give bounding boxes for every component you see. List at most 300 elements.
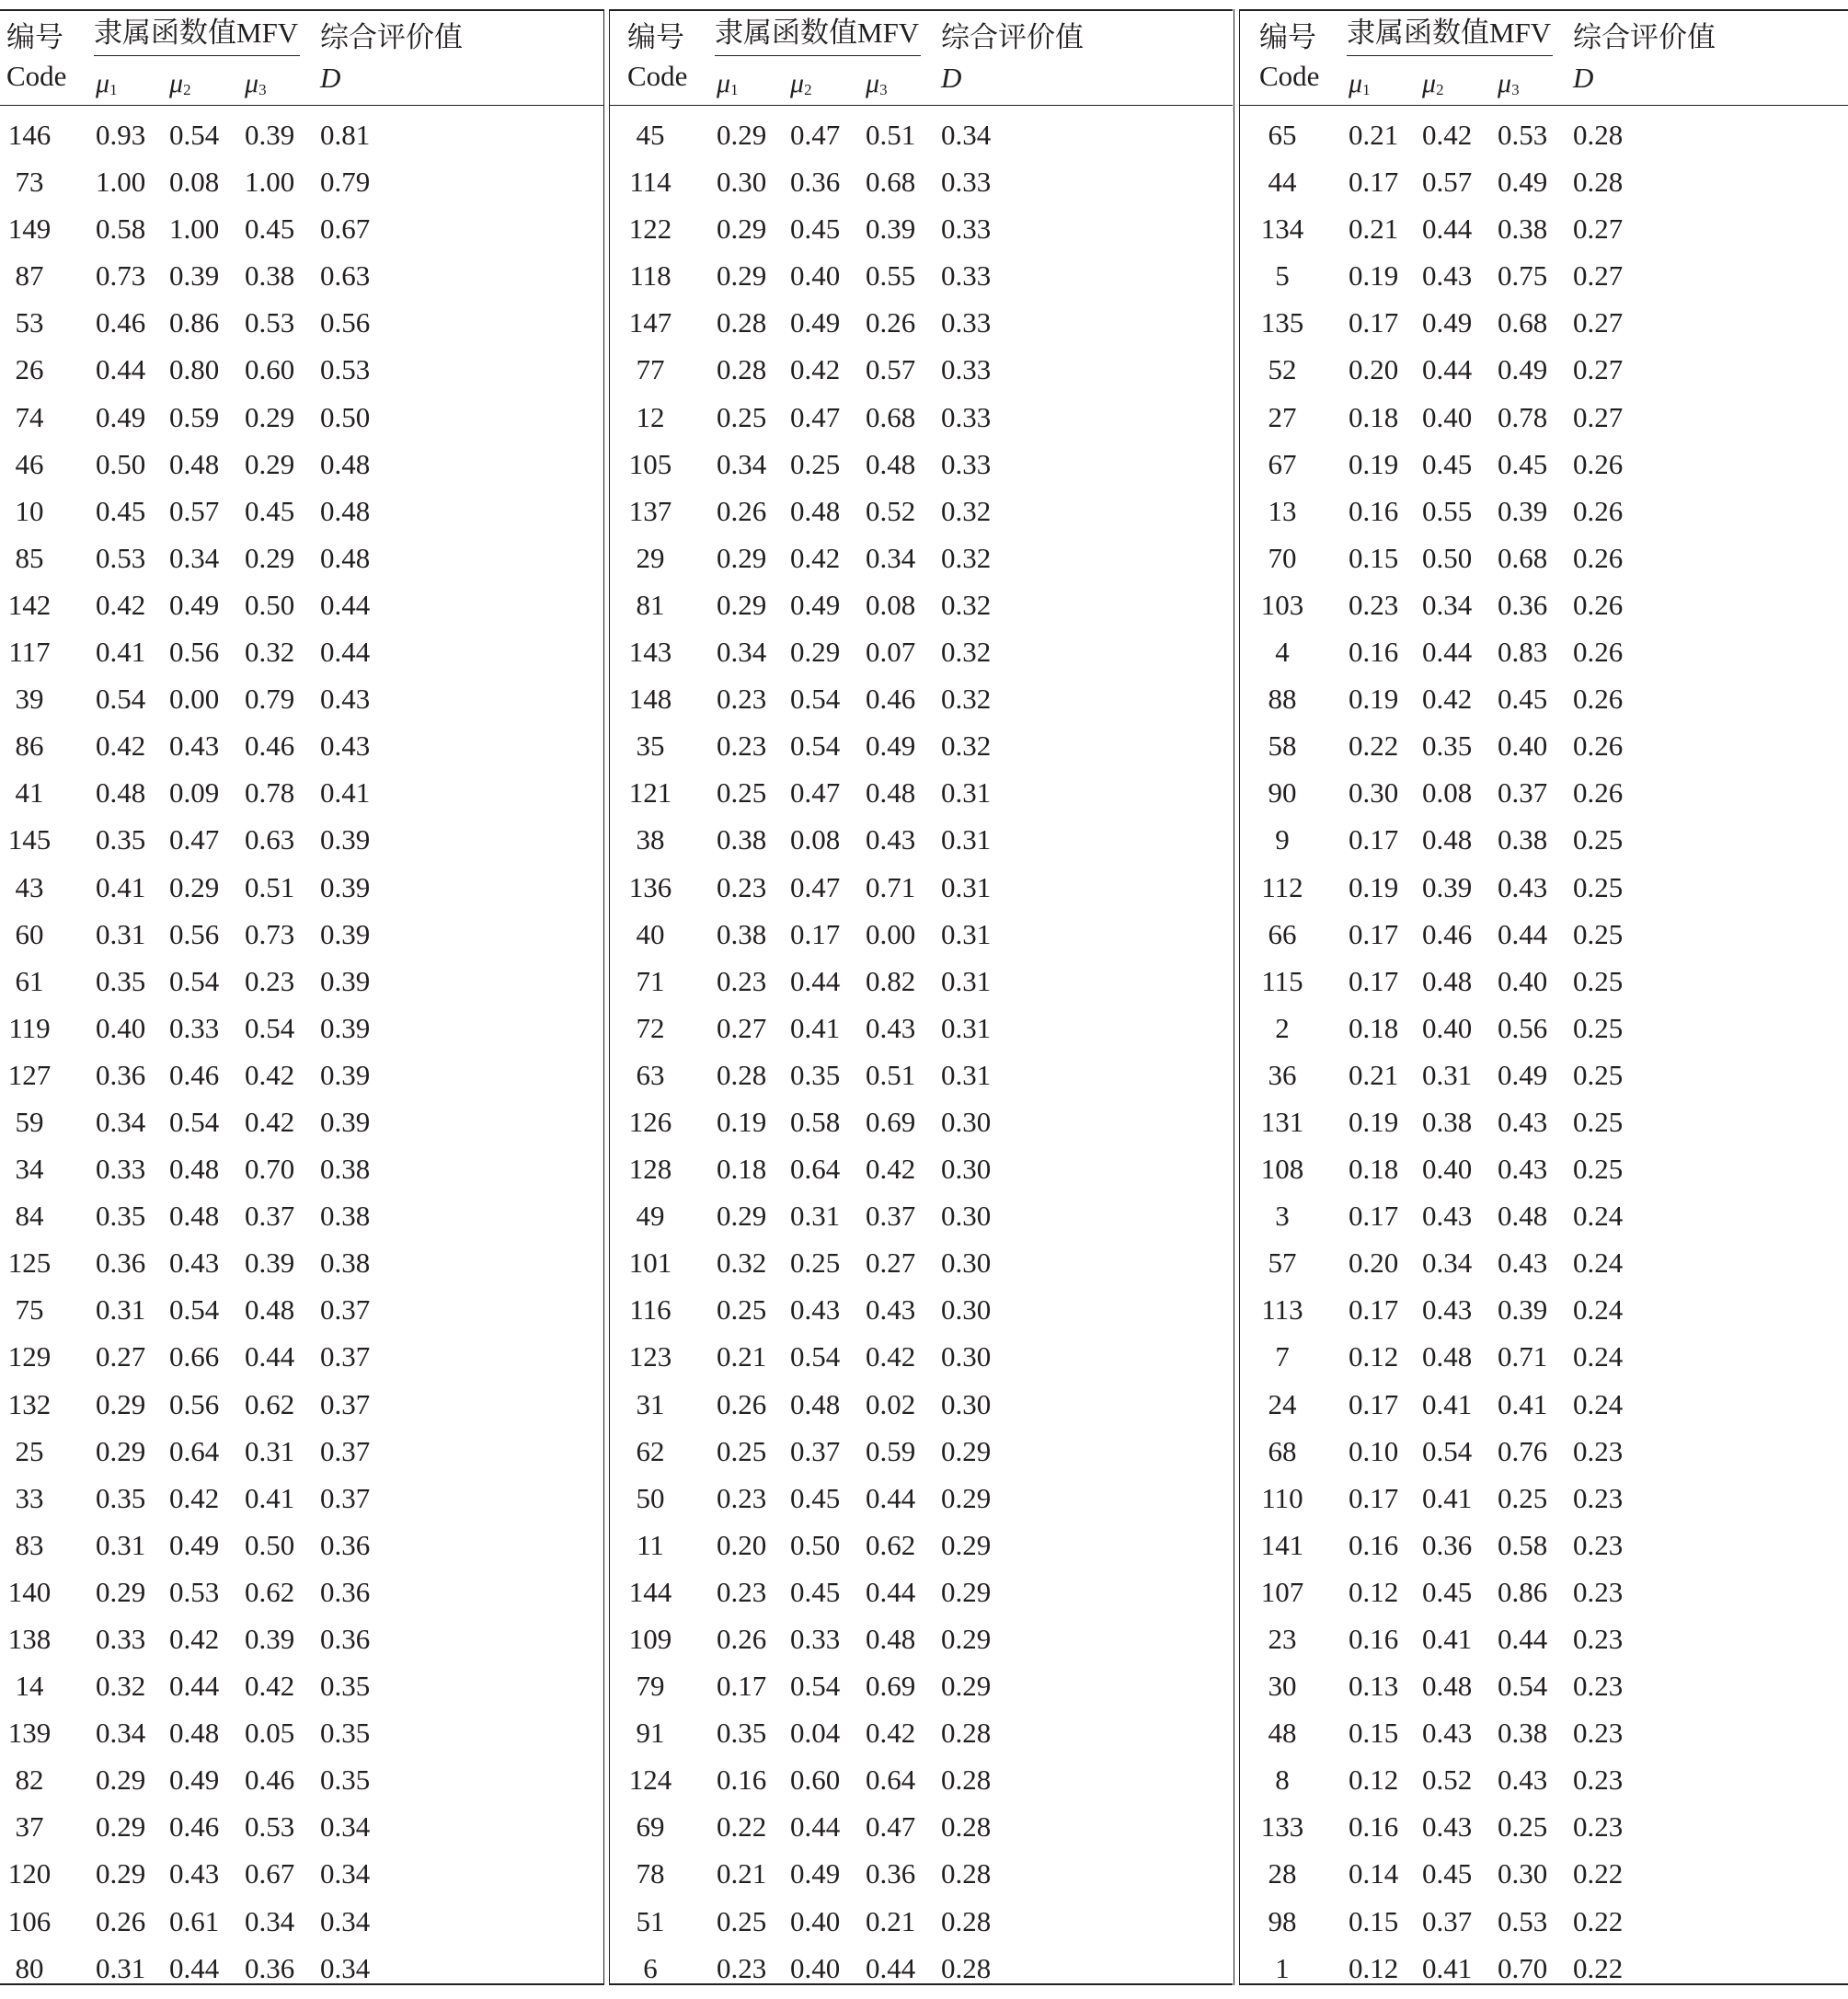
mfv-header-rule xyxy=(1347,55,1553,56)
d-cell: 0.31 xyxy=(941,964,992,997)
table-row xyxy=(0,1810,604,1857)
table-row xyxy=(610,495,1233,542)
table-row xyxy=(0,776,604,823)
table-row xyxy=(1240,353,1848,400)
d-cell: 0.39 xyxy=(320,823,371,856)
d-cell: 0.48 xyxy=(320,447,371,480)
code-cell: 118 xyxy=(629,259,671,293)
table-row xyxy=(0,353,604,400)
mu3-cell: 0.41 xyxy=(1498,1387,1548,1420)
mu2-cell: 0.41 xyxy=(1422,1387,1473,1420)
d-cell: 0.24 xyxy=(1573,1387,1624,1420)
mu2-cell: 0.34 xyxy=(1422,1247,1473,1280)
d-cell: 0.27 xyxy=(1573,400,1624,433)
table-row xyxy=(1240,1200,1848,1247)
mu2-cell: 0.42 xyxy=(1422,683,1473,716)
mu2-cell: 0.58 xyxy=(790,1105,841,1138)
d-cell: 0.39 xyxy=(320,917,371,950)
code-header-cn: 编号 xyxy=(627,21,684,53)
mu1-cell: 0.34 xyxy=(96,1717,146,1750)
mu3-cell: 0.86 xyxy=(1498,1575,1548,1608)
mu2-cell: 0.46 xyxy=(1422,917,1473,950)
mu2-cell: 0.08 xyxy=(169,166,220,199)
mu1-cell: 0.18 xyxy=(1349,400,1399,433)
mu1-cell: 0.25 xyxy=(717,1434,767,1467)
mu3-cell: 0.70 xyxy=(245,1153,295,1186)
code-cell: 127 xyxy=(7,1058,52,1091)
d-cell: 0.43 xyxy=(320,683,371,716)
mu3-header xyxy=(1498,68,1520,106)
table-row xyxy=(1240,401,1848,448)
mu1-cell: 0.23 xyxy=(717,1575,767,1608)
table-row xyxy=(1240,119,1848,166)
mu1-cell: 0.30 xyxy=(1349,776,1399,810)
code-cell: 72 xyxy=(636,1011,665,1044)
mu1-cell: 0.16 xyxy=(1349,1810,1399,1844)
d-cell: 0.33 xyxy=(941,166,992,199)
d-cell: 0.26 xyxy=(1573,541,1624,574)
mu3-cell: 0.45 xyxy=(1498,683,1548,716)
d-cell: 0.34 xyxy=(941,119,992,151)
mu2-cell: 0.80 xyxy=(169,353,220,386)
table-row xyxy=(0,636,604,683)
table-row xyxy=(0,542,604,589)
mu1-cell: 0.50 xyxy=(96,447,146,480)
mu3-cell: 0.44 xyxy=(866,1575,916,1608)
mu3-cell: 0.59 xyxy=(866,1434,916,1467)
table-row xyxy=(0,1293,604,1340)
table-row xyxy=(1240,166,1848,213)
table-row xyxy=(610,1200,1233,1247)
d-cell: 0.23 xyxy=(1573,1528,1624,1561)
table-row xyxy=(610,1952,1233,1999)
code-cell: 125 xyxy=(7,1247,52,1280)
mu1-cell: 0.17 xyxy=(1349,964,1399,997)
mu1-cell: 0.46 xyxy=(96,306,146,339)
mu3-cell: 0.43 xyxy=(866,823,916,856)
mu1-header xyxy=(1349,68,1371,106)
d-cell: 0.30 xyxy=(941,1387,992,1420)
table-row xyxy=(610,1717,1233,1763)
table-row xyxy=(0,1106,604,1153)
mu2-cell: 0.44 xyxy=(1422,636,1473,669)
d-cell: 0.33 xyxy=(941,213,992,246)
d-cell: 0.43 xyxy=(320,730,371,763)
code-cell: 90 xyxy=(1268,776,1297,810)
d-header-en: D xyxy=(320,62,341,94)
table-row xyxy=(0,1952,604,1999)
mu3-cell: 0.43 xyxy=(1498,1105,1548,1138)
code-cell: 80 xyxy=(15,1951,44,1984)
mu1-cell: 0.45 xyxy=(96,494,146,527)
mu3-cell: 0.49 xyxy=(1498,353,1548,386)
table-row xyxy=(1240,1905,1848,1952)
mu3-cell: 0.82 xyxy=(866,964,916,997)
mu3-cell: 0.25 xyxy=(1498,1481,1548,1514)
d-cell: 0.25 xyxy=(1573,1011,1624,1044)
d-cell: 0.38 xyxy=(320,1247,371,1280)
mu3-cell: 0.48 xyxy=(1498,1200,1548,1233)
mu2-cell: 0.47 xyxy=(169,823,220,856)
code-cell: 23 xyxy=(1268,1623,1297,1655)
mu-symbol: μ xyxy=(96,68,110,98)
mu1-cell: 0.18 xyxy=(1349,1153,1399,1186)
mu3-cell: 0.69 xyxy=(866,1670,916,1703)
mu2-cell: 0.36 xyxy=(1422,1528,1473,1561)
code-cell: 107 xyxy=(1260,1575,1304,1608)
d-cell: 0.31 xyxy=(941,823,992,856)
mu2-cell: 0.56 xyxy=(169,917,220,950)
table-row xyxy=(610,1623,1233,1670)
code-cell: 140 xyxy=(7,1575,52,1608)
table-row xyxy=(0,823,604,870)
mu2-cell: 0.54 xyxy=(790,683,841,716)
mu2-cell: 0.41 xyxy=(1422,1623,1473,1655)
table-row xyxy=(1240,259,1848,306)
code-cell: 2 xyxy=(1275,1011,1290,1044)
d-cell: 0.39 xyxy=(320,1105,371,1138)
mu1-cell: 0.19 xyxy=(1349,870,1399,903)
d-cell: 0.32 xyxy=(941,730,992,763)
d-cell: 0.25 xyxy=(1573,964,1624,997)
mu3-cell: 0.51 xyxy=(245,870,295,903)
mu2-cell: 0.43 xyxy=(1422,1810,1473,1844)
code-cell: 119 xyxy=(8,1011,51,1044)
d-cell: 0.35 xyxy=(320,1763,371,1797)
mu2-cell: 0.54 xyxy=(790,1340,841,1373)
mu2-cell: 0.43 xyxy=(169,1247,220,1280)
table-row xyxy=(1240,1247,1848,1293)
mu3-cell: 0.39 xyxy=(1498,1293,1548,1327)
code-header-cn: 编号 xyxy=(1259,21,1316,53)
table-row xyxy=(0,871,604,918)
code-cell: 103 xyxy=(1260,588,1304,621)
d-cell: 0.34 xyxy=(320,1810,371,1844)
mu1-cell: 0.15 xyxy=(1349,541,1399,574)
mu3-cell: 0.62 xyxy=(866,1528,916,1561)
mu1-cell: 0.17 xyxy=(1349,1481,1399,1514)
mu-symbol: μ xyxy=(1498,68,1512,98)
table-row xyxy=(1240,823,1848,870)
mu3-cell: 0.50 xyxy=(245,588,295,621)
d-cell: 0.29 xyxy=(941,1623,992,1655)
d-cell: 0.48 xyxy=(320,494,371,527)
code-cell: 109 xyxy=(628,1623,672,1655)
mu1-cell: 0.44 xyxy=(96,353,146,386)
mu3-cell: 0.83 xyxy=(1498,636,1548,669)
table-row xyxy=(0,1059,604,1106)
d-cell: 0.50 xyxy=(320,400,371,433)
table-row xyxy=(610,1293,1233,1340)
table-row xyxy=(1240,1857,1848,1904)
mu2-cell: 0.41 xyxy=(1422,1481,1473,1514)
mu2-cell: 0.48 xyxy=(169,447,220,480)
table-row xyxy=(0,1340,604,1387)
d-cell: 0.26 xyxy=(1573,776,1624,810)
mu3-cell: 0.42 xyxy=(866,1340,916,1373)
mu3-cell: 0.55 xyxy=(866,259,916,293)
table-row xyxy=(610,213,1233,259)
mu2-cell: 0.17 xyxy=(790,917,841,950)
table-row xyxy=(0,119,604,166)
mu2-cell: 0.48 xyxy=(1422,964,1473,997)
mu1-cell: 0.21 xyxy=(717,1340,767,1373)
table-row xyxy=(1240,683,1848,730)
table-row xyxy=(610,259,1233,306)
code-cell: 101 xyxy=(628,1247,672,1280)
mu3-cell: 0.48 xyxy=(866,776,916,810)
code-cell: 138 xyxy=(7,1623,52,1655)
mu3-cell: 0.31 xyxy=(245,1434,295,1467)
code-header-en: Code xyxy=(1259,60,1320,92)
code-cell: 135 xyxy=(1260,306,1304,339)
top-rule xyxy=(1240,9,1848,11)
d-cell: 0.29 xyxy=(941,1528,992,1561)
code-cell: 52 xyxy=(1268,353,1297,386)
mu-symbol: μ xyxy=(790,68,805,98)
mu3-cell: 0.44 xyxy=(245,1340,295,1373)
mu2-cell: 0.43 xyxy=(790,1293,841,1327)
table-row xyxy=(0,1012,604,1059)
table-row xyxy=(610,1247,1233,1293)
table-row xyxy=(0,589,604,636)
table-row xyxy=(610,448,1233,495)
mu3-cell: 0.42 xyxy=(866,1153,916,1186)
code-cell: 133 xyxy=(1260,1810,1304,1844)
code-cell: 88 xyxy=(1268,683,1297,716)
d-cell: 0.28 xyxy=(941,1857,992,1890)
mu2-cell: 0.43 xyxy=(169,730,220,763)
d-cell: 0.44 xyxy=(320,636,371,669)
mu1-cell: 0.17 xyxy=(1349,166,1399,199)
mu1-cell: 0.14 xyxy=(1349,1857,1399,1890)
mu-symbol: μ xyxy=(245,68,259,98)
mu2-cell: 0.42 xyxy=(790,541,841,574)
code-cell: 77 xyxy=(636,353,665,386)
table-row xyxy=(0,495,604,542)
code-cell: 27 xyxy=(1268,400,1297,433)
table-row xyxy=(1240,1810,1848,1857)
d-cell: 0.31 xyxy=(941,776,992,810)
mu1-cell: 0.29 xyxy=(717,541,767,574)
mu1-cell: 0.42 xyxy=(96,588,146,621)
d-cell: 0.29 xyxy=(941,1670,992,1703)
mu3-cell: 0.62 xyxy=(245,1575,295,1608)
mu1-cell: 0.35 xyxy=(96,1481,146,1514)
code-cell: 129 xyxy=(7,1340,52,1373)
mu1-cell: 0.16 xyxy=(717,1763,767,1797)
mu1-cell: 0.29 xyxy=(96,1857,146,1890)
table-row xyxy=(610,1059,1233,1106)
code-cell: 121 xyxy=(628,776,672,810)
mu3-cell: 0.27 xyxy=(866,1247,916,1280)
d-cell: 0.39 xyxy=(320,1011,371,1044)
mu3-cell: 0.79 xyxy=(245,683,295,716)
table-row xyxy=(610,1810,1233,1857)
mu1-cell: 0.35 xyxy=(96,964,146,997)
mu1-cell: 0.25 xyxy=(717,1293,767,1327)
mu1-cell: 0.18 xyxy=(1349,1011,1399,1044)
code-cell: 82 xyxy=(15,1763,44,1797)
mu3-cell: 0.54 xyxy=(245,1011,295,1044)
mu2-cell: 0.38 xyxy=(1422,1105,1473,1138)
mu2-cell: 0.56 xyxy=(169,636,220,669)
mu3-cell: 0.00 xyxy=(866,917,916,950)
d-cell: 0.23 xyxy=(1573,1763,1624,1797)
code-cell: 117 xyxy=(8,636,51,669)
mu3-cell: 0.44 xyxy=(866,1951,916,1984)
mu1-cell: 0.13 xyxy=(1349,1670,1399,1703)
mu2-cell: 0.45 xyxy=(1422,1857,1473,1890)
mu1-cell: 0.41 xyxy=(96,636,146,669)
code-cell: 28 xyxy=(1268,1857,1297,1890)
d-cell: 0.39 xyxy=(320,964,371,997)
mu2-cell: 0.40 xyxy=(790,1951,841,1984)
mu1-cell: 0.29 xyxy=(96,1434,146,1467)
mu1-cell: 0.19 xyxy=(1349,447,1399,480)
mu2-cell: 0.34 xyxy=(1422,588,1473,621)
code-cell: 74 xyxy=(15,400,44,433)
table-row xyxy=(610,683,1233,730)
code-cell: 63 xyxy=(636,1058,665,1091)
mu3-cell: 0.53 xyxy=(1498,119,1548,151)
mu2-cell: 0.31 xyxy=(790,1200,841,1233)
table-row xyxy=(610,730,1233,776)
mu2-cell: 0.54 xyxy=(169,119,220,151)
mu2-cell: 0.45 xyxy=(790,1481,841,1514)
d-cell: 0.22 xyxy=(1573,1951,1624,1984)
code-cell: 132 xyxy=(7,1387,52,1420)
header-rule xyxy=(610,105,1233,106)
mu1-cell: 0.29 xyxy=(717,1200,767,1233)
mu2-cell: 0.34 xyxy=(169,541,220,574)
mu3-cell: 0.36 xyxy=(1498,588,1548,621)
d-cell: 0.39 xyxy=(320,1058,371,1091)
mu2-cell: 0.43 xyxy=(1422,1717,1473,1750)
table-row xyxy=(0,1857,604,1904)
mu3-cell: 0.39 xyxy=(1498,494,1548,527)
mu2-cell: 0.59 xyxy=(169,400,220,433)
mu1-cell: 0.12 xyxy=(1349,1951,1399,1984)
table-row xyxy=(0,1576,604,1623)
code-cell: 145 xyxy=(7,823,52,856)
mu1-cell: 0.15 xyxy=(1349,1717,1399,1750)
mu3-cell: 0.71 xyxy=(866,870,916,903)
mu3-cell: 0.39 xyxy=(245,1623,295,1655)
code-cell: 124 xyxy=(628,1763,672,1797)
mu2-cell: 0.61 xyxy=(169,1904,220,1937)
code-cell: 45 xyxy=(636,119,665,151)
mu3-cell: 0.37 xyxy=(245,1200,295,1233)
mu2-cell: 0.48 xyxy=(790,1387,841,1420)
code-cell: 91 xyxy=(636,1717,665,1750)
header-rule xyxy=(1240,105,1848,106)
d-cell: 0.30 xyxy=(941,1153,992,1186)
d-cell: 0.26 xyxy=(1573,730,1624,763)
mu3-cell: 0.39 xyxy=(245,119,295,151)
mu2-cell: 0.44 xyxy=(790,964,841,997)
mu1-cell: 0.16 xyxy=(1349,636,1399,669)
code-cell: 11 xyxy=(637,1528,664,1561)
d-cell: 0.28 xyxy=(941,1763,992,1797)
mu3-cell: 0.56 xyxy=(1498,1011,1548,1044)
code-cell: 110 xyxy=(1261,1481,1303,1514)
mu1-cell: 0.27 xyxy=(717,1011,767,1044)
d-cell: 0.24 xyxy=(1573,1200,1624,1233)
mu3-cell: 0.39 xyxy=(866,213,916,246)
d-cell: 0.32 xyxy=(941,541,992,574)
table-panel-3 xyxy=(1240,9,1848,1985)
d-cell: 0.36 xyxy=(320,1575,371,1608)
mu3-cell: 0.75 xyxy=(1498,259,1548,293)
code-cell: 49 xyxy=(636,1200,665,1233)
code-cell: 70 xyxy=(1268,541,1297,574)
code-cell: 6 xyxy=(643,1951,658,1984)
table-row xyxy=(610,871,1233,918)
mu2-cell: 0.44 xyxy=(169,1670,220,1703)
mu1-cell: 0.28 xyxy=(717,353,767,386)
d-cell: 0.28 xyxy=(1573,166,1624,199)
mu1-cell: 0.23 xyxy=(717,870,767,903)
mu3-cell: 0.76 xyxy=(1498,1434,1548,1467)
table-row xyxy=(1240,1059,1848,1106)
mu2-cell: 0.50 xyxy=(790,1528,841,1561)
mu1-cell: 0.34 xyxy=(96,1105,146,1138)
mu1-cell: 0.93 xyxy=(96,119,146,151)
mu2-cell: 0.52 xyxy=(1422,1763,1473,1797)
mu2-cell: 0.54 xyxy=(790,1670,841,1703)
d-cell: 0.23 xyxy=(1573,1575,1624,1608)
mu2-cell: 0.00 xyxy=(169,683,220,716)
mu1-cell: 0.16 xyxy=(1349,494,1399,527)
mu2-cell: 0.49 xyxy=(169,1528,220,1561)
d-cell: 0.33 xyxy=(941,353,992,386)
d-cell: 0.34 xyxy=(320,1951,371,1984)
mu2-cell: 0.40 xyxy=(790,259,841,293)
mu1-cell: 0.35 xyxy=(96,823,146,856)
mu3-cell: 0.62 xyxy=(245,1387,295,1420)
code-cell: 13 xyxy=(1268,494,1297,527)
mfv-header-rule xyxy=(94,55,300,56)
code-cell: 78 xyxy=(636,1857,665,1890)
table-row xyxy=(610,401,1233,448)
code-cell: 137 xyxy=(628,494,672,527)
table-row xyxy=(0,213,604,259)
mu1-cell: 0.31 xyxy=(96,1951,146,1984)
mu3-cell: 0.43 xyxy=(1498,1247,1548,1280)
d-cell: 0.34 xyxy=(320,1904,371,1937)
table-row xyxy=(1240,1153,1848,1200)
mu2-cell: 0.86 xyxy=(169,306,220,339)
mu1-cell: 0.34 xyxy=(717,636,767,669)
mu3-cell: 0.42 xyxy=(866,1717,916,1750)
mu1-cell: 0.29 xyxy=(717,119,767,151)
mu3-cell: 0.68 xyxy=(866,166,916,199)
mu1-cell: 0.17 xyxy=(1349,1293,1399,1327)
mu1-cell: 0.25 xyxy=(717,1904,767,1937)
mu2-cell: 0.48 xyxy=(1422,1670,1473,1703)
code-cell: 59 xyxy=(15,1105,44,1138)
mu3-cell: 0.68 xyxy=(866,400,916,433)
mu1-cell: 0.17 xyxy=(1349,917,1399,950)
mfv-header: 隶属函数值MFV xyxy=(1347,17,1552,49)
d-cell: 0.81 xyxy=(320,119,371,151)
mu-subscript: 3 xyxy=(879,81,888,98)
code-cell: 106 xyxy=(7,1904,52,1937)
code-cell: 50 xyxy=(636,1481,665,1514)
mu1-cell: 0.49 xyxy=(96,400,146,433)
d-cell: 0.25 xyxy=(1573,823,1624,856)
